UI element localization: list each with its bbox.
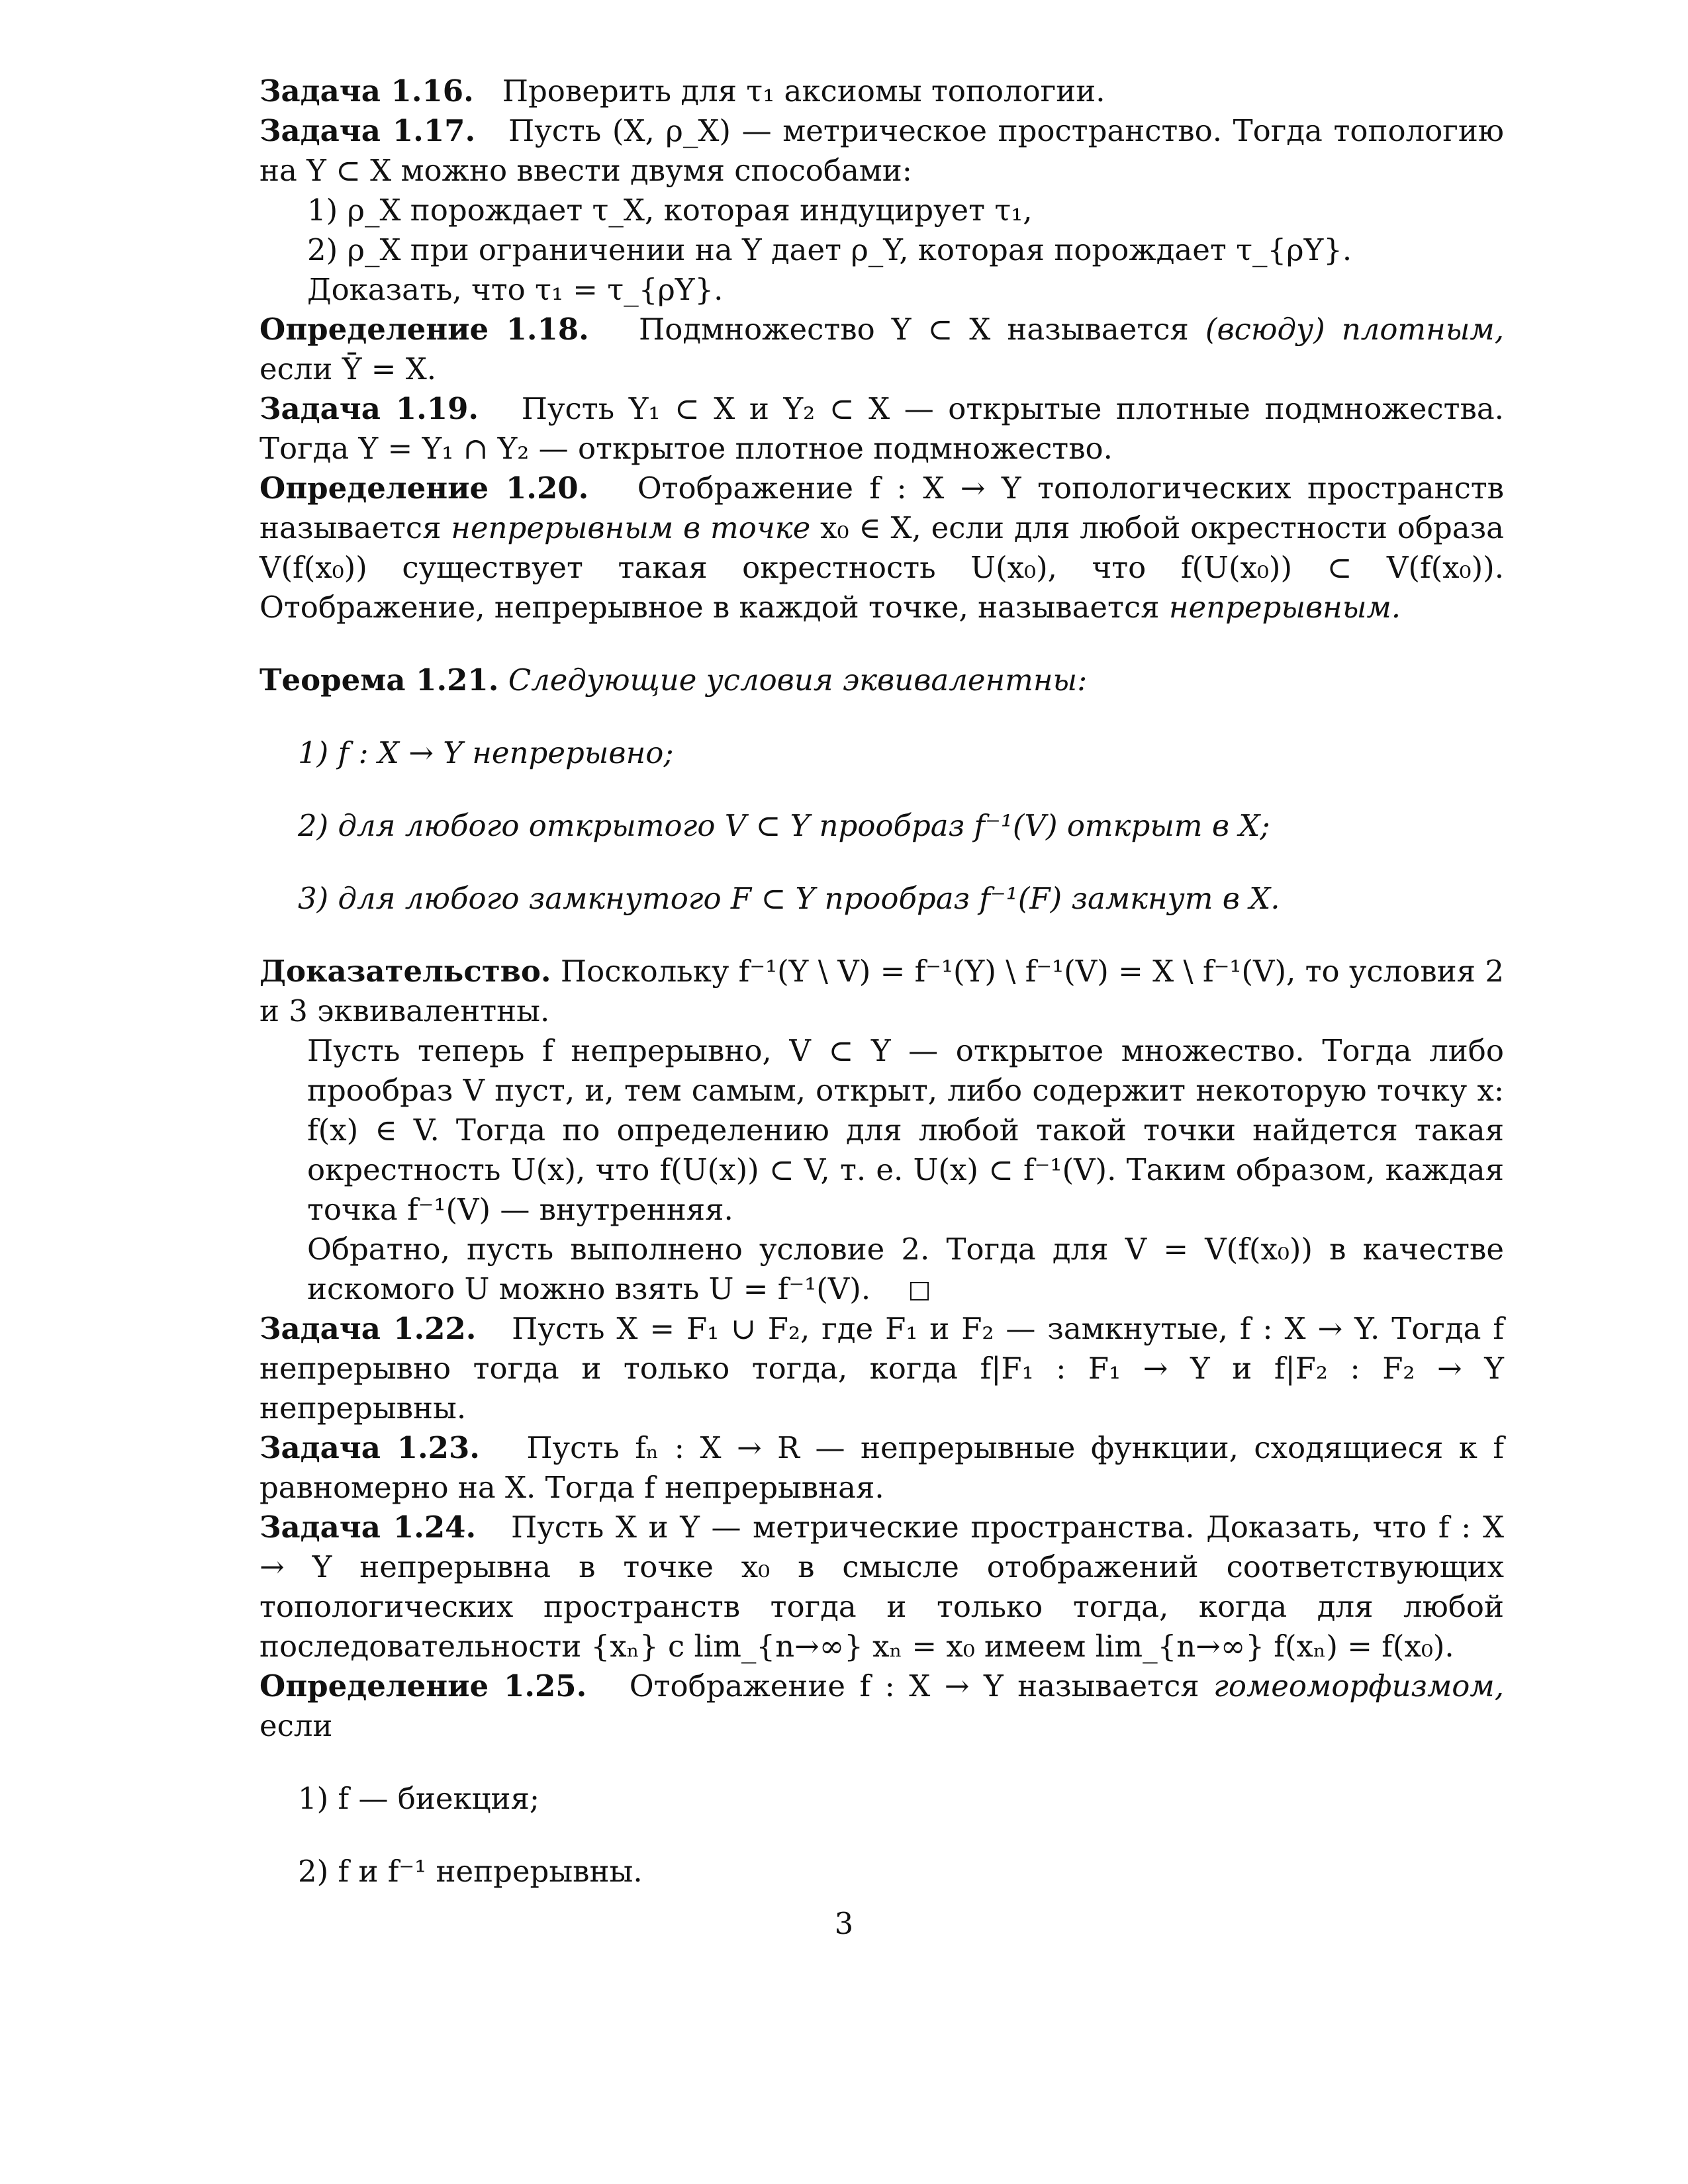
problem-1-16 — [259, 71, 1504, 111]
problem-label: Задача 1.24. — [259, 1510, 477, 1545]
list-item: 2) ρ_X при ограничении на Y дает ρ_Y, которая порождает τ_{ρY}. — [307, 232, 1352, 267]
proof-text: Обратно, пусть выполнено условие 2. Тогда для V = V(f(x₀)) в качестве искомого U можно взять U = f⁻¹(V). — [307, 1232, 1504, 1306]
definition-label: Определение 1.20. — [259, 471, 589, 506]
theorem-statement: Следующие условия эквивалентны: — [508, 662, 1088, 698]
theorem-1-21 — [259, 660, 1504, 700]
theorem-condition-2: 2) для любого открытого V ⊂ Y прообраз f⁻¹(V) открыт в X; — [298, 808, 1270, 843]
definition-text: Отображение f : X → Y топологических пространств называется — [259, 471, 1504, 545]
theorem-condition-1: 1) f : X → Y непрерывно; — [298, 735, 674, 770]
theorem-condition-3: 3) для любого замкнутого F ⊂ Y прообраз f⁻¹(F) замкнут в X. — [298, 881, 1280, 916]
problem-label: Задача 1.17. — [259, 113, 476, 148]
problem-text: Пусть (X, ρ_X) — метрическое пространство. Тогда топологию на Y ⊂ X можно ввести двумя способами: — [259, 113, 1504, 188]
definition-term: (всюду) плотным, — [1205, 312, 1504, 347]
problem-label: Задача 1.22. — [259, 1311, 477, 1346]
problem-1-23 — [259, 1428, 1504, 1508]
definition-term: гомеоморфизмом, — [1213, 1668, 1504, 1704]
proof-label: Доказательство. — [259, 954, 551, 989]
definition-1-25 — [259, 1666, 1504, 1746]
definition-condition-1: 1) f — биекция; — [298, 1781, 540, 1816]
definition-term-2: непрерывным. — [1168, 590, 1401, 625]
proof-text: Поскольку f⁻¹(Y \ V) = f⁻¹(Y) \ f⁻¹(V) = X \ f⁻¹(V), то условия 2 и 3 эквивалентны. — [259, 954, 1504, 1028]
problem-label: Задача 1.23. — [259, 1430, 480, 1465]
problem-1-24 — [259, 1508, 1504, 1666]
definition-term: непрерывным в точке — [451, 510, 811, 545]
problem-text: Пусть fₙ : X → R — непрерывные функции, сходящиеся к f равномерно на X. Тогда f непрерывная. — [259, 1430, 1504, 1505]
definition-text-end: если — [259, 1708, 333, 1743]
theorem-label: Теорема 1.21. — [259, 662, 499, 698]
proof-paragraph: Пусть теперь f непрерывно, V ⊂ Y — открытое множество. Тогда либо прообраз V пуст, и, тем самым, открыт, либо содержит некоторую точку x: f(x) ∈ V. Тогда по определению для любой такой точки найдется такая окрестность U(x), что f(U(x)) ⊂ V, т. е. U(x) ⊂ f⁻¹(V). Таким образом, каждая точка f⁻¹(V) — внутренняя. — [307, 1033, 1504, 1227]
problem-text: Пусть Y₁ ⊂ X и Y₂ ⊂ X — открытые плотные подмножества. Тогда Y = Y₁ ∩ Y₂ — открытое плотное подмножество. — [259, 391, 1504, 466]
definition-label: Определение 1.25. — [259, 1668, 587, 1704]
definition-1-18 — [259, 310, 1504, 389]
definition-text: Подмножество Y ⊂ X называется — [639, 312, 1205, 347]
definition-1-20 — [259, 469, 1504, 627]
definition-text: Отображение f : X → Y называется — [629, 1668, 1214, 1704]
proof-paragraph-final — [259, 1230, 1504, 1309]
qed-square-icon — [910, 1282, 929, 1300]
page-number: 3 — [834, 1906, 854, 1941]
problem-1-19 — [259, 389, 1504, 469]
page-content — [259, 71, 1504, 1891]
definition-condition-2: 2) f и f⁻¹ непрерывны. — [298, 1854, 643, 1889]
problem-label: Задача 1.16. — [259, 73, 474, 109]
prove-statement: Доказать, что τ₁ = τ_{ρY}. — [307, 272, 724, 307]
problem-1-22 — [259, 1309, 1504, 1428]
proof — [259, 952, 1504, 1031]
problem-1-17 — [259, 111, 1504, 191]
definition-label: Определение 1.18. — [259, 312, 589, 347]
problem-label: Задача 1.19. — [259, 391, 479, 426]
list-item: 1) ρ_X порождает τ_X, которая индуцирует τ₁, — [307, 193, 1033, 228]
problem-text: Проверить для τ₁ аксиомы топологии. — [502, 73, 1105, 109]
definition-text-end: если Ȳ = X. — [259, 351, 437, 387]
problem-text: Пусть X и Y — метрические пространства. Доказать, что f : X → Y непрерывна в точке x₀ в смысле отображений соответствующих топологических пространств тогда и только тогда, когда для любой последовательности {xₙ} с lim_{n→∞} xₙ = x₀ имеем lim_{n→∞} f(xₙ) = f(x₀). — [259, 1510, 1504, 1664]
problem-text: Пусть X = F₁ ∪ F₂, где F₁ и F₂ — замкнутые, f : X → Y. Тогда f непрерывно тогда и только тогда, когда f|F₁ : F₁ → Y и f|F₂ : F₂ → Y непрерывны. — [259, 1311, 1504, 1426]
definition-text-mid: x₀ ∈ X, если для любой окрестности образа V(f(x₀)) существует такая окрестность U(x₀), что f(U(x₀)) ⊂ V(f(x₀)). Отображение, непрерывное в каждой точке, называется — [259, 510, 1504, 625]
